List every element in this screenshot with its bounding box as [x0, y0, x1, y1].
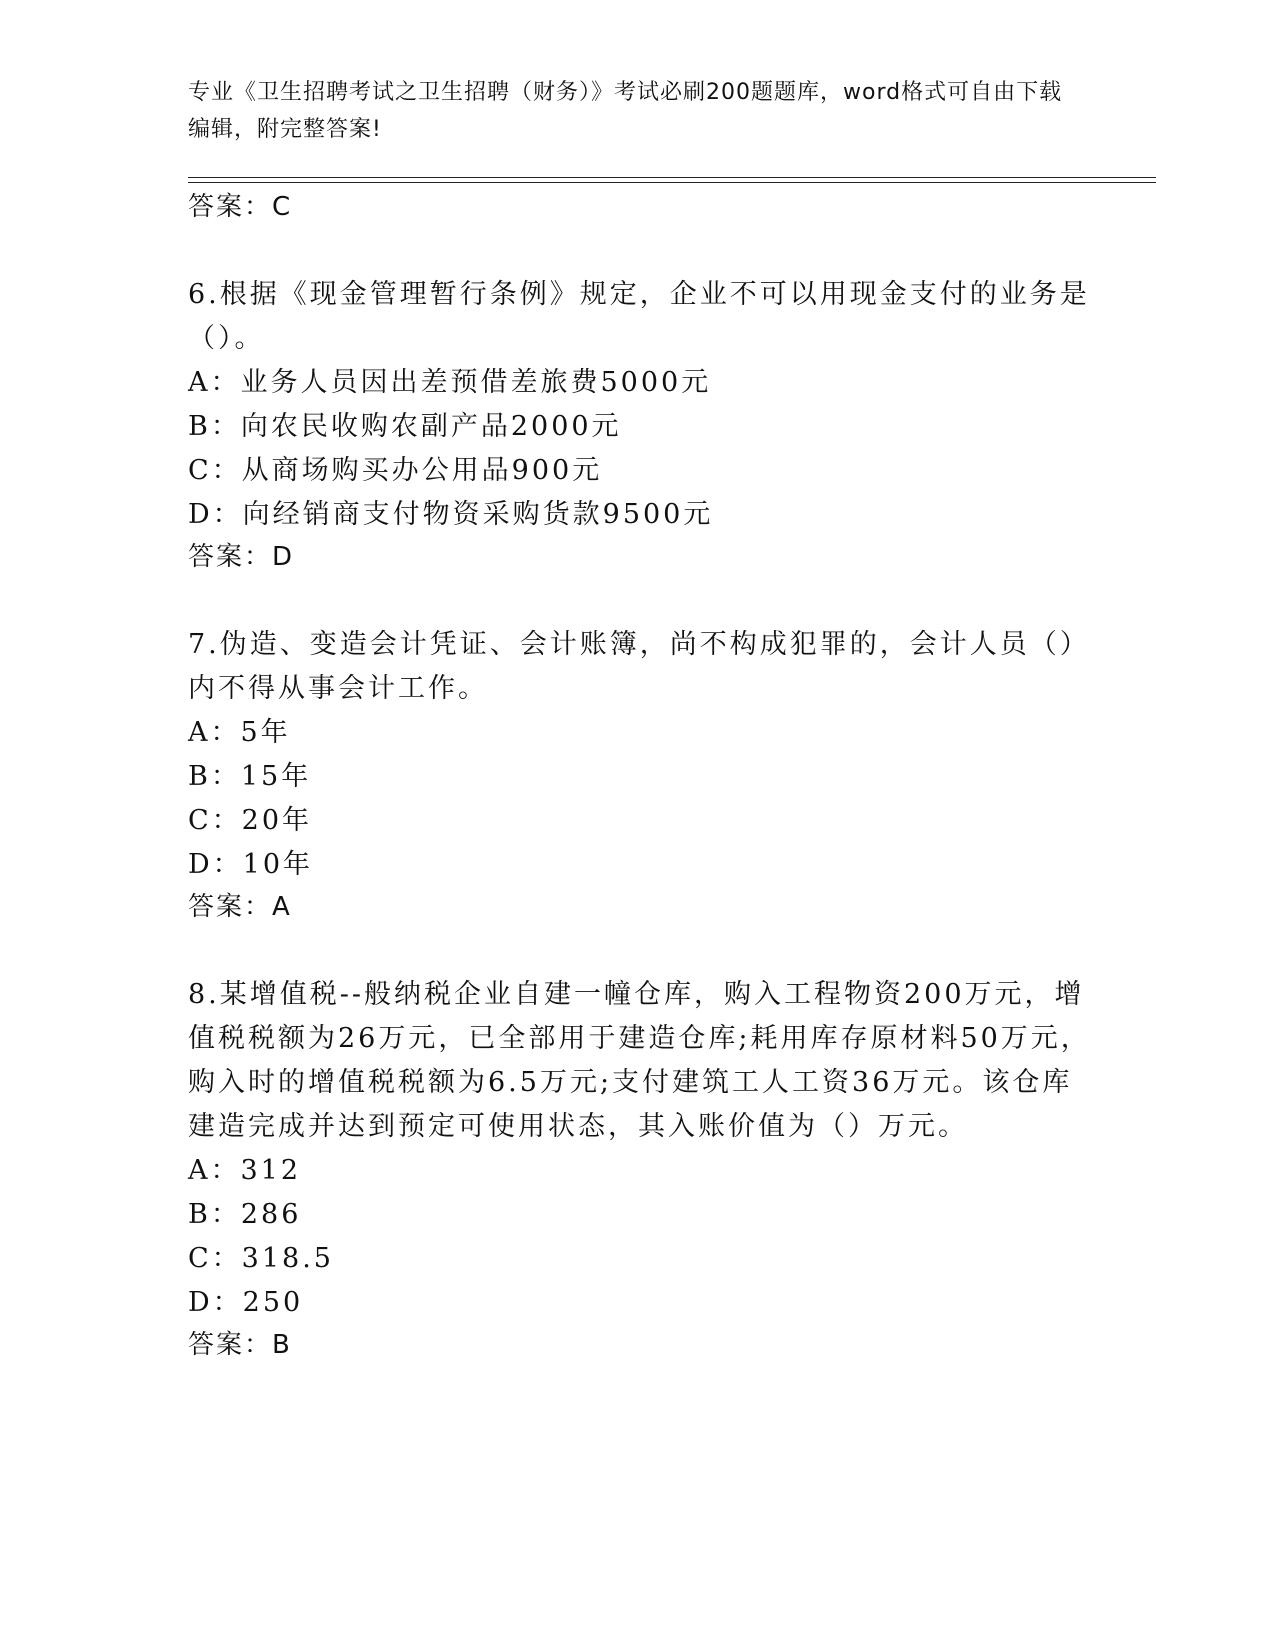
- question-8-line-1: 8.某增值税--般纳税企业自建一幢仓库，购入工程物资200万元，增: [188, 979, 1085, 1010]
- answer-q8: 答案：B: [188, 1330, 292, 1360]
- question-8-option-b: B：286: [188, 1199, 302, 1230]
- question-7-option-c: C：20年: [188, 805, 313, 836]
- question-6-option-c: C：从商场购买办公用品900元: [188, 455, 603, 486]
- question-8-line-4: 建造完成并达到预定可使用状态，其入账价值为（）万元。: [188, 1111, 968, 1142]
- question-8-option-c: C：318.5: [188, 1243, 334, 1274]
- question-7-line-1: 7.伪造、变造会计凭证、会计账簿，尚不构成犯罪的，会计人员（）: [188, 629, 1090, 660]
- question-7-option-b: B：15年: [188, 761, 312, 792]
- answer-q5: 答案：C: [188, 192, 293, 222]
- question-6-option-a: A：业务人员因出差预借差旅费5000元: [188, 367, 712, 398]
- header-divider-top: [188, 177, 1156, 178]
- question-8-option-a: A：312: [188, 1155, 302, 1186]
- question-7-option-d: D：10年: [188, 849, 314, 880]
- header-divider-bottom: [188, 182, 1156, 183]
- question-6-option-b: B：向农民收购农副产品2000元: [188, 411, 622, 442]
- question-8-line-3: 购入时的增值税税额为6.5万元;支付建筑工人工资36万元。该仓库: [188, 1067, 1073, 1098]
- question-7-line-2: 内不得从事会计工作。: [188, 673, 488, 704]
- answer-q7: 答案：A: [188, 892, 292, 922]
- answer-q6: 答案：D: [188, 542, 295, 572]
- question-8-option-d: D：250: [188, 1287, 304, 1318]
- question-8-line-2: 值税税额为26万元，已全部用于建造仓库;耗用库存原材料50万元，: [188, 1023, 1091, 1054]
- question-6-line-1: 6.根据《现金管理暂行条例》规定，企业不可以用现金支付的业务是: [188, 279, 1090, 310]
- question-6-option-d: D：向经销商支付物资采购货款9500元: [188, 499, 714, 530]
- question-7-option-a: A：5年: [188, 717, 291, 748]
- document-header: 专业《卫生招聘考试之卫生招聘（财务）》考试必刷200题题库，word格式可自由下载编辑，附完整答案!: [188, 80, 1063, 142]
- question-6-line-2: （）。: [188, 323, 265, 354]
